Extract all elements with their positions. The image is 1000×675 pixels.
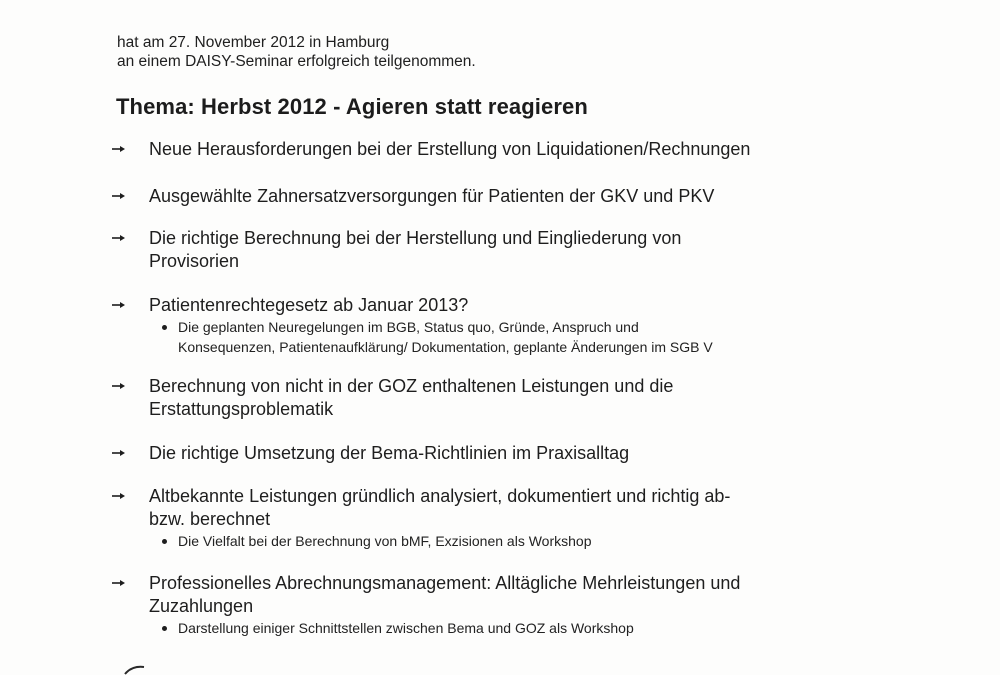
arrow-bullet-icon [112, 578, 126, 588]
bullet-dot-icon [162, 626, 167, 631]
topic-title: Die richtige Umsetzung der Bema-Richtlinien im Praxisalltag [149, 443, 630, 463]
seminar-theme-heading: Thema: Herbst 2012 - Agieren statt reagieren [116, 94, 588, 119]
arrow-bullet-icon [112, 491, 126, 501]
intro-line-1: hat am 27. November 2012 in Hamburg [117, 34, 390, 51]
arrow-bullet-icon [112, 144, 126, 154]
topic-title: Berechnung von nicht in der GOZ enthaltenen Leistungen und die Erstattungsproblematik [149, 376, 674, 419]
topic-title: Professionelles Abrechnungsmanagement: Alltägliche Mehrleistungen und Zuzahlungen [149, 573, 741, 616]
topic-title: Neue Herausforderungen bei der Erstellung von Liquidationen/Rechnungen [149, 139, 751, 159]
topic-title: Altbekannte Leistungen gründlich analysiert, dokumentiert und richtig ab- bzw. berechnet [149, 486, 731, 529]
topic-title: Ausgewählte Zahnersatzversorgungen für Patienten der GKV und PKV [149, 186, 715, 206]
arrow-bullet-icon [112, 300, 126, 310]
intro-text [117, 33, 476, 71]
intro-line-2: an einem DAISY-Seminar erfolgreich teilgenommen. [117, 53, 476, 70]
cutoff-signature-mark [124, 664, 146, 675]
certificate-page: hat am 27. November 2012 in Hamburg an einem DAISY-Seminar erfolgreich teilgenommen. Thema: Herbst 2012 - Agieren statt reagieren Neue Herausforderungen bei der Erstellung von Liquidationen/Rechnungen Ausgewählte Zahnersatzversorgungen für Patienten der GKV und PKV Die richtige Berechnung bei der Herstellung und Eingliederung von Provisorien Patientenrechtegesetz ab Januar 2013? Die geplanten Neuregelungen im BGB, Status quo, Gründe, Anspruch und Konsequenzen, Patientenaufklärung/ Dokumentation, geplante Änderungen im SGB V Berechnung von nicht in der GOZ enthaltenen Leistungen und die Erstattungsproblematik Die richtige Umsetzung der Bema-Richtlinien im Praxisalltag Altbekannte Leistungen gründlich analysiert, dokumentiert und richtig ab- bzw. berechnet Die Vielfalt bei der Berechnung von bMF, Exzisionen als Workshop Professionelles Abrechnungsmanagement: Alltägliche Mehrleistungen und Zuzahlungen Darstellung einiger Schnittstellen zwischen Bema und GOZ als Workshop [0, 0, 1000, 675]
topic-title: Patientenrechtegesetz ab Januar 2013? [149, 295, 469, 315]
topic-title: Die richtige Berechnung bei der Herstellung und Eingliederung von Provisorien [149, 228, 682, 271]
participant-name-cutoff [112, 0, 312, 8]
bullet-dot-icon [162, 539, 167, 544]
bullet-dot-icon [162, 325, 167, 330]
arrow-bullet-icon [112, 448, 126, 458]
arrow-bullet-icon [112, 233, 126, 243]
arrow-bullet-icon [112, 191, 126, 201]
arrow-bullet-icon [112, 381, 126, 391]
